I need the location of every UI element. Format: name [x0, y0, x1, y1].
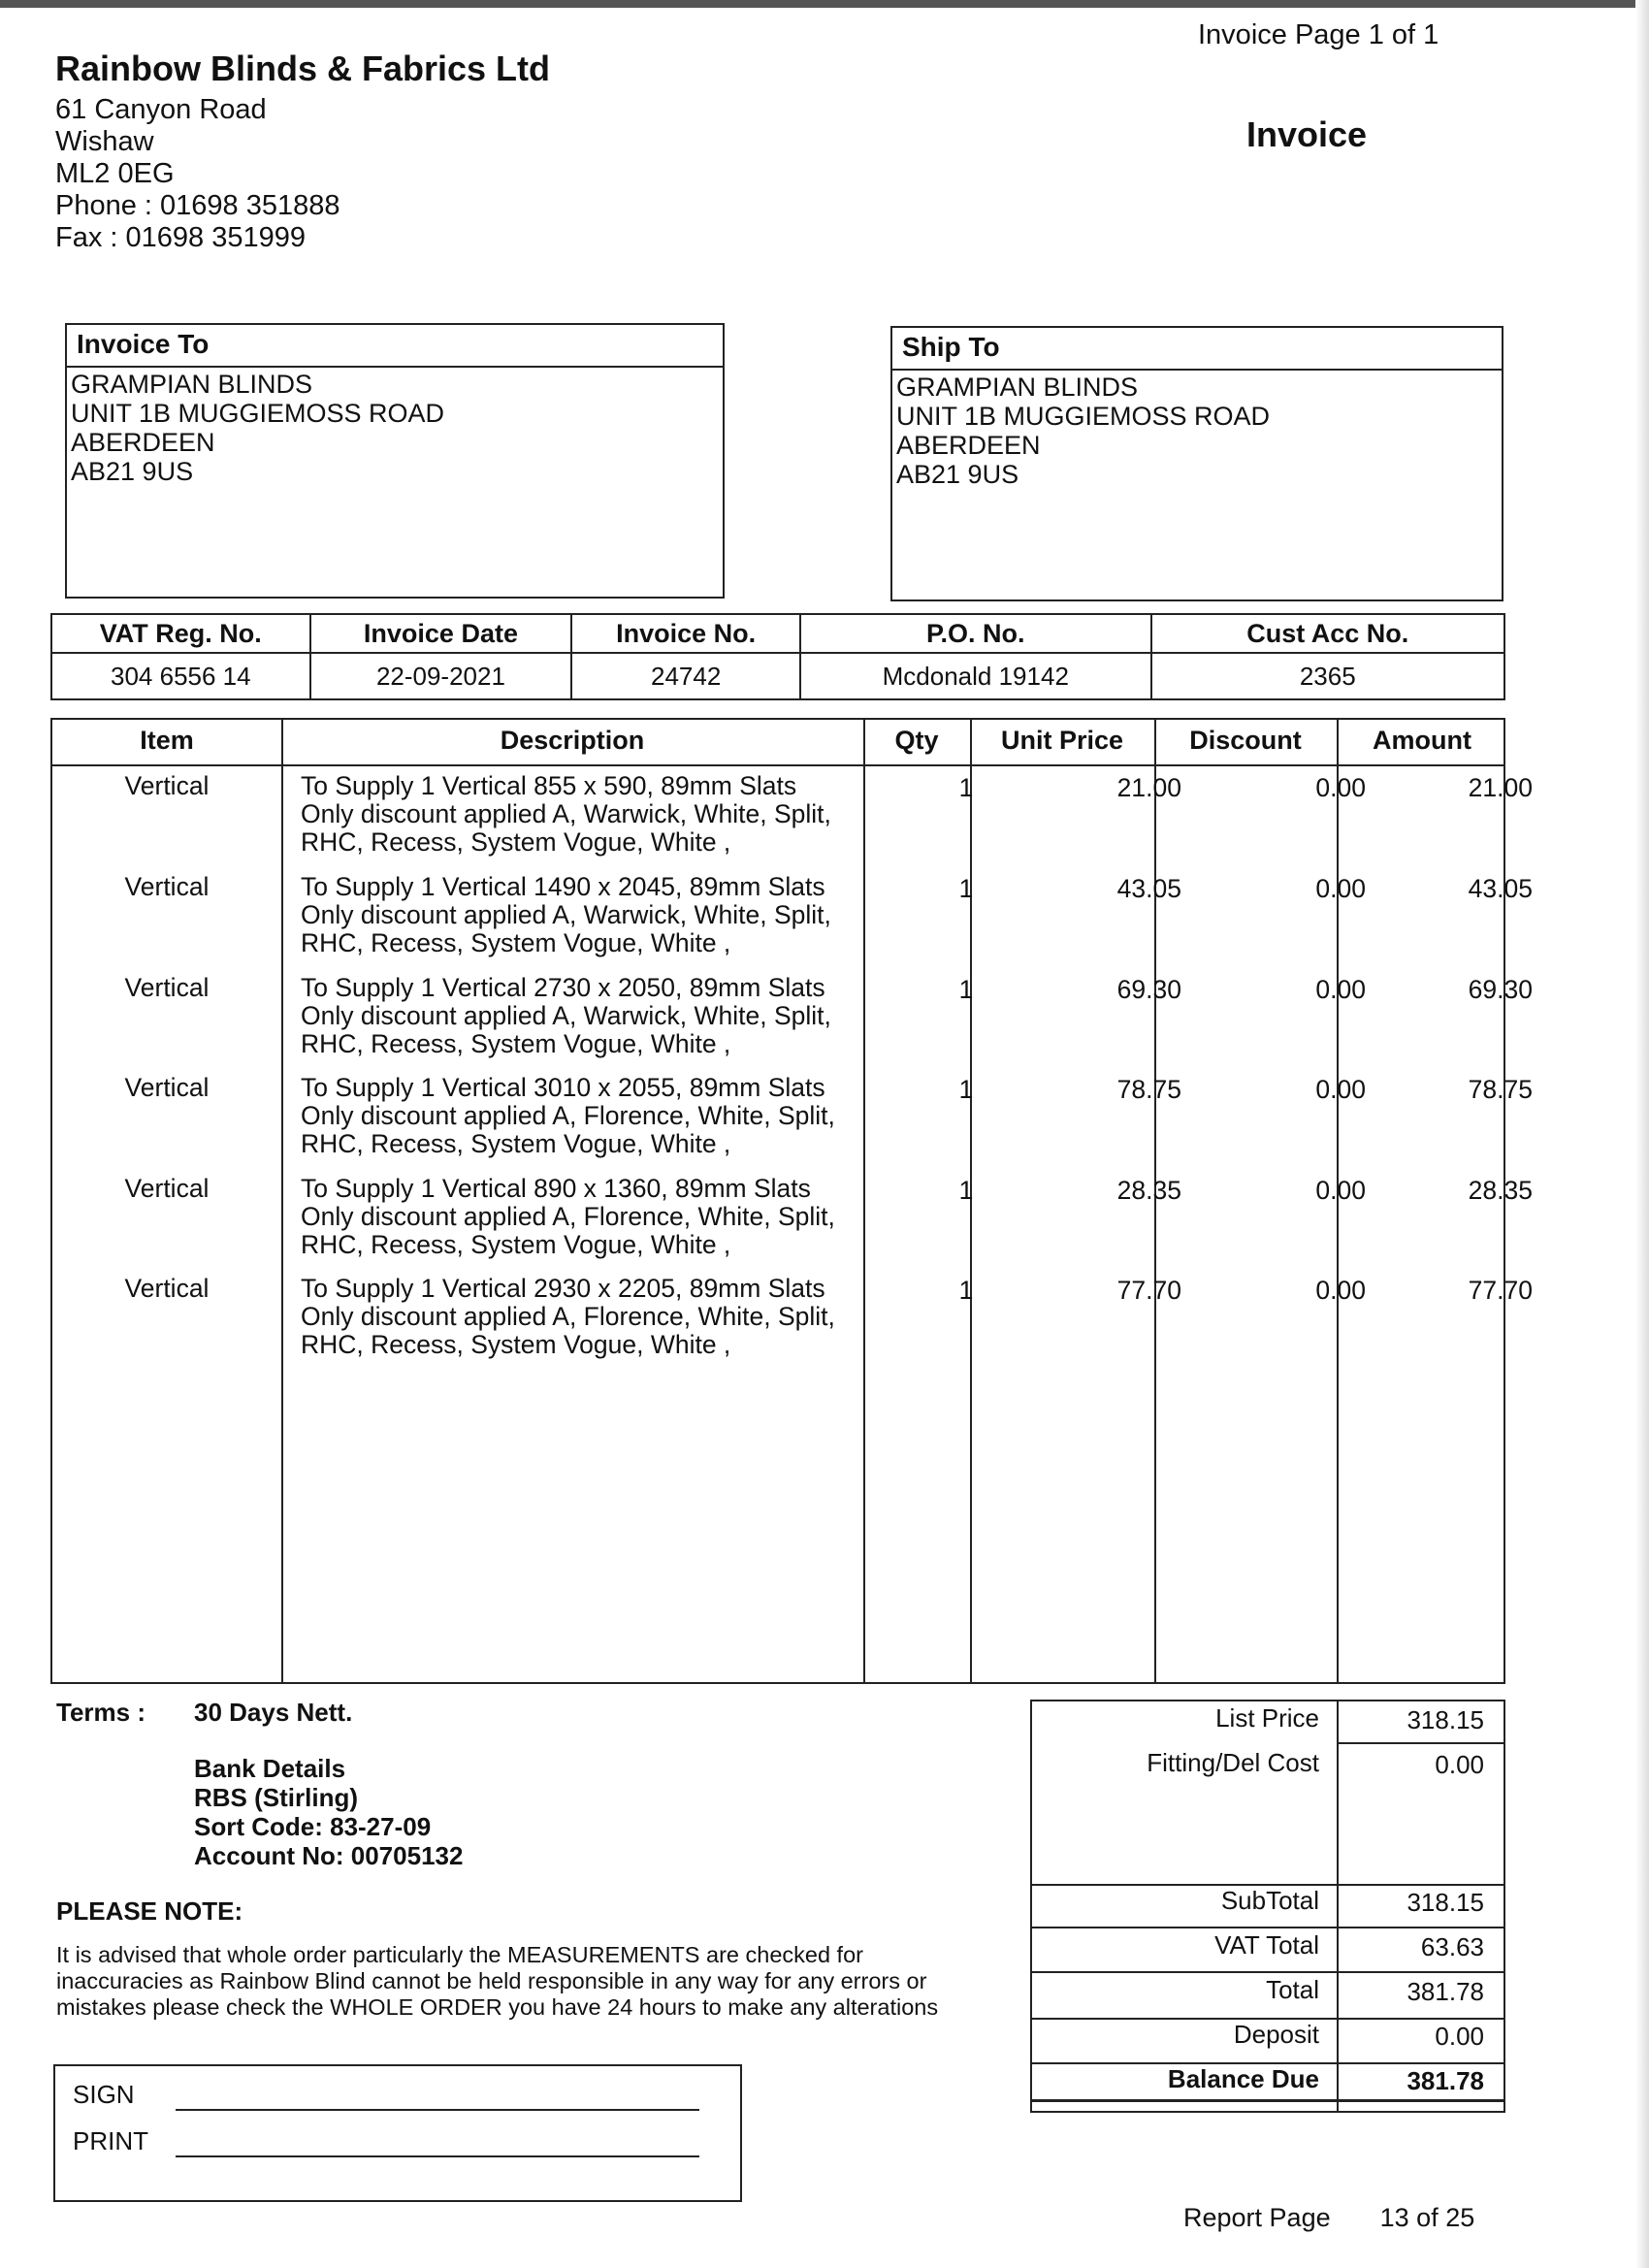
report-page-label: Report Page — [1183, 2203, 1331, 2232]
note-line: inaccuracies as Rainbow Blind cannot be held responsible in any way for any errors or — [56, 1968, 927, 1993]
invoice-to-line: ABERDEEN — [71, 428, 215, 457]
header-divider — [52, 764, 1504, 766]
terms-label: Terms : — [56, 1698, 146, 1727]
items-table — [50, 718, 1533, 1684]
company-address-line: ML2 0EG — [55, 158, 175, 189]
amount-cell: 77.70 — [1468, 1276, 1533, 1305]
amount-cell: 28.35 — [1468, 1176, 1533, 1205]
list-price-value: 318.15 — [1406, 1705, 1484, 1734]
table-row — [52, 1174, 1533, 1276]
amount-column-header: Amount — [1373, 726, 1471, 755]
description-line: To Supply 1 Vertical 3010 x 2055, 89mm Slats — [301, 1073, 825, 1102]
report-page — [1183, 2203, 1474, 2233]
qty-cell: 1 — [958, 975, 974, 1004]
ship-to-line: AB21 9US — [896, 460, 1019, 489]
total-value: 381.78 — [1406, 1977, 1484, 2006]
bank-details-line: RBS (Stirling) — [194, 1783, 358, 1812]
totals-divider — [1337, 1701, 1339, 2111]
description-cell — [301, 1074, 863, 1158]
discount-cell: 0.00 — [1315, 773, 1366, 802]
bank-details — [194, 1754, 463, 1870]
discount-cell: 0.00 — [1315, 1176, 1366, 1205]
company-address-line: 61 Canyon Road — [55, 94, 267, 125]
unit-price-cell: 21.00 — [1116, 773, 1181, 802]
description-line: To Supply 1 Vertical 855 x 590, 89mm Slats — [301, 771, 797, 800]
description-column-header: Description — [500, 726, 645, 755]
ship-to-title: Ship To — [892, 328, 1502, 371]
invoice-to-address — [71, 370, 444, 486]
cust-acc-value: 2365 — [1151, 653, 1504, 699]
description-line: RHC, Recess, System Vogue, White , — [301, 928, 731, 957]
invoice-info-table — [50, 613, 1505, 700]
note-text — [56, 1942, 987, 2021]
invoice-page-number: Invoice Page 1 of 1 — [1198, 19, 1439, 50]
qty-cell: 1 — [958, 1075, 974, 1104]
totals-row-divider — [1337, 1742, 1504, 1744]
qty-column-header: Qty — [894, 726, 939, 755]
balance-due-value: 381.78 — [1406, 2066, 1484, 2095]
discount-cell: 0.00 — [1315, 975, 1366, 1004]
description-line: To Supply 1 Vertical 2930 x 2205, 89mm Slats — [301, 1274, 825, 1303]
table-row — [52, 1073, 1533, 1175]
list-price-label: List Price — [1215, 1703, 1319, 1733]
item-cell: Vertical — [124, 1174, 210, 1203]
description-line: Only discount applied A, Florence, White, Split, — [301, 1302, 835, 1331]
discount-cell: 0.00 — [1315, 1276, 1366, 1305]
invoice-no-value: 24742 — [571, 653, 800, 699]
bank-details-line: Sort Code: 83-27-09 — [194, 1812, 432, 1841]
table-row — [52, 771, 1533, 873]
qty-cell: 1 — [958, 773, 974, 802]
company-address-line: Wishaw — [55, 126, 154, 157]
unit-price-cell: 43.05 — [1116, 874, 1181, 903]
note-line: It is advised that whole order particularly the MEASUREMENTS are checked for — [56, 1942, 863, 1967]
amount-cell: 69.30 — [1468, 975, 1533, 1004]
item-cell: Vertical — [124, 973, 210, 1002]
description-cell — [301, 873, 863, 957]
description-line: To Supply 1 Vertical 2730 x 2050, 89mm Slats — [301, 973, 825, 1002]
item-column-header: Item — [140, 726, 194, 755]
table-row — [52, 973, 1533, 1075]
qty-cell: 1 — [958, 1176, 974, 1205]
description-line: RHC, Recess, System Vogue, White , — [301, 1129, 731, 1158]
report-page-value: 13 of 25 — [1379, 2203, 1475, 2232]
po-no-header: P.O. No. — [800, 614, 1151, 653]
totals-row-divider — [1032, 1971, 1504, 1973]
vat-reg-header: VAT Reg. No. — [51, 614, 310, 653]
fitting-del-cost-value: 0.00 — [1435, 1750, 1484, 1779]
table-row — [52, 1274, 1533, 1376]
ship-to-line: UNIT 1B MUGGIEMOSS ROAD — [896, 402, 1271, 431]
description-cell — [301, 1175, 863, 1259]
sign-label: SIGN — [73, 2080, 135, 2109]
document-title: Invoice — [1246, 114, 1368, 154]
deposit-value: 0.00 — [1435, 2022, 1484, 2051]
scan-shadow — [1635, 0, 1649, 2268]
description-line: RHC, Recess, System Vogue, White , — [301, 827, 731, 857]
signature-box — [53, 2064, 742, 2202]
vat-total-label: VAT Total — [1214, 1930, 1319, 1960]
discount-cell: 0.00 — [1315, 1075, 1366, 1104]
sign-line[interactable] — [176, 2109, 699, 2111]
unit-price-column-header: Unit Price — [1000, 726, 1124, 755]
description-line: Only discount applied A, Warwick, White, Split, — [301, 1001, 831, 1030]
item-cell: Vertical — [124, 771, 210, 800]
cust-acc-header: Cust Acc No. — [1151, 614, 1504, 653]
vat-total-value: 63.63 — [1420, 1932, 1484, 1961]
invoice-date-header: Invoice Date — [310, 614, 572, 653]
description-line: To Supply 1 Vertical 890 x 1360, 89mm Slats — [301, 1174, 811, 1203]
invoice-to-line: UNIT 1B MUGGIEMOSS ROAD — [71, 399, 445, 428]
description-line: RHC, Recess, System Vogue, White , — [301, 1230, 731, 1259]
table-row — [52, 872, 1533, 974]
description-line: Only discount applied A, Warwick, White, Split, — [301, 900, 831, 929]
vat-reg-value: 304 6556 14 — [51, 653, 310, 699]
invoice-no-header: Invoice No. — [571, 614, 800, 653]
unit-price-cell: 69.30 — [1116, 975, 1181, 1004]
company-fax: Fax : 01698 351999 — [55, 222, 306, 253]
description-line: To Supply 1 Vertical 1490 x 2045, 89mm Slats — [301, 872, 825, 901]
description-line: Only discount applied A, Florence, White, Split, — [301, 1202, 835, 1231]
ship-to-line: ABERDEEN — [896, 431, 1041, 460]
company-address — [55, 94, 340, 254]
bank-details-line: Bank Details — [194, 1754, 346, 1783]
amount-cell: 21.00 — [1468, 773, 1533, 802]
unit-price-cell: 78.75 — [1116, 1075, 1181, 1104]
bank-details-line: Account No: 00705132 — [194, 1841, 464, 1870]
deposit-label: Deposit — [1233, 2020, 1319, 2049]
fitting-del-cost-label: Fitting/Del Cost — [1147, 1748, 1319, 1777]
terms-value: 30 Days Nett. — [194, 1698, 353, 1727]
totals-box — [1030, 1700, 1505, 2113]
description-line: RHC, Recess, System Vogue, White , — [301, 1029, 731, 1058]
description-line: Only discount applied A, Warwick, White, Split, — [301, 799, 831, 828]
scan-edge — [0, 0, 1649, 8]
item-cell: Vertical — [124, 1274, 210, 1303]
invoice-to-box — [65, 323, 725, 599]
invoice-to-line: AB21 9US — [71, 457, 194, 486]
description-cell — [301, 974, 863, 1058]
totals-row-divider — [1032, 2099, 1504, 2102]
description-cell — [301, 1275, 863, 1359]
totals-row-divider — [1032, 1927, 1504, 1928]
note-title: PLEASE NOTE: — [56, 1896, 243, 1926]
po-no-value: Mcdonald 19142 — [800, 653, 1151, 699]
company-name: Rainbow Blinds & Fabrics Ltd — [55, 49, 551, 88]
qty-cell: 1 — [958, 1276, 974, 1305]
unit-price-cell: 77.70 — [1116, 1276, 1181, 1305]
subtotal-value: 318.15 — [1406, 1888, 1484, 1917]
print-label: PRINT — [73, 2126, 148, 2155]
balance-due-label: Balance Due — [1167, 2064, 1319, 2093]
qty-cell: 1 — [958, 874, 974, 903]
discount-column-header: Discount — [1189, 726, 1302, 755]
subtotal-label: SubTotal — [1220, 1886, 1319, 1915]
amount-cell: 78.75 — [1468, 1075, 1533, 1104]
discount-cell: 0.00 — [1315, 874, 1366, 903]
ship-to-line: GRAMPIAN BLINDS — [896, 373, 1139, 402]
note-line: mistakes please check the WHOLE ORDER you have 24 hours to make any alterations — [56, 1994, 939, 2020]
invoice-to-line: GRAMPIAN BLINDS — [71, 370, 313, 399]
ship-to-address — [896, 373, 1270, 489]
description-line: Only discount applied A, Florence, White, Split, — [301, 1101, 835, 1130]
company-phone: Phone : 01698 351888 — [55, 190, 340, 221]
print-line[interactable] — [176, 2155, 699, 2157]
invoice-date-value: 22-09-2021 — [310, 653, 572, 699]
item-cell: Vertical — [124, 1073, 210, 1102]
ship-to-box — [890, 326, 1504, 601]
unit-price-cell: 28.35 — [1116, 1176, 1181, 1205]
total-label: Total — [1266, 1975, 1319, 2004]
description-line: RHC, Recess, System Vogue, White , — [301, 1330, 731, 1359]
description-cell — [301, 772, 863, 857]
amount-cell: 43.05 — [1468, 874, 1533, 903]
item-cell: Vertical — [124, 872, 210, 901]
invoice-to-title: Invoice To — [67, 325, 723, 368]
